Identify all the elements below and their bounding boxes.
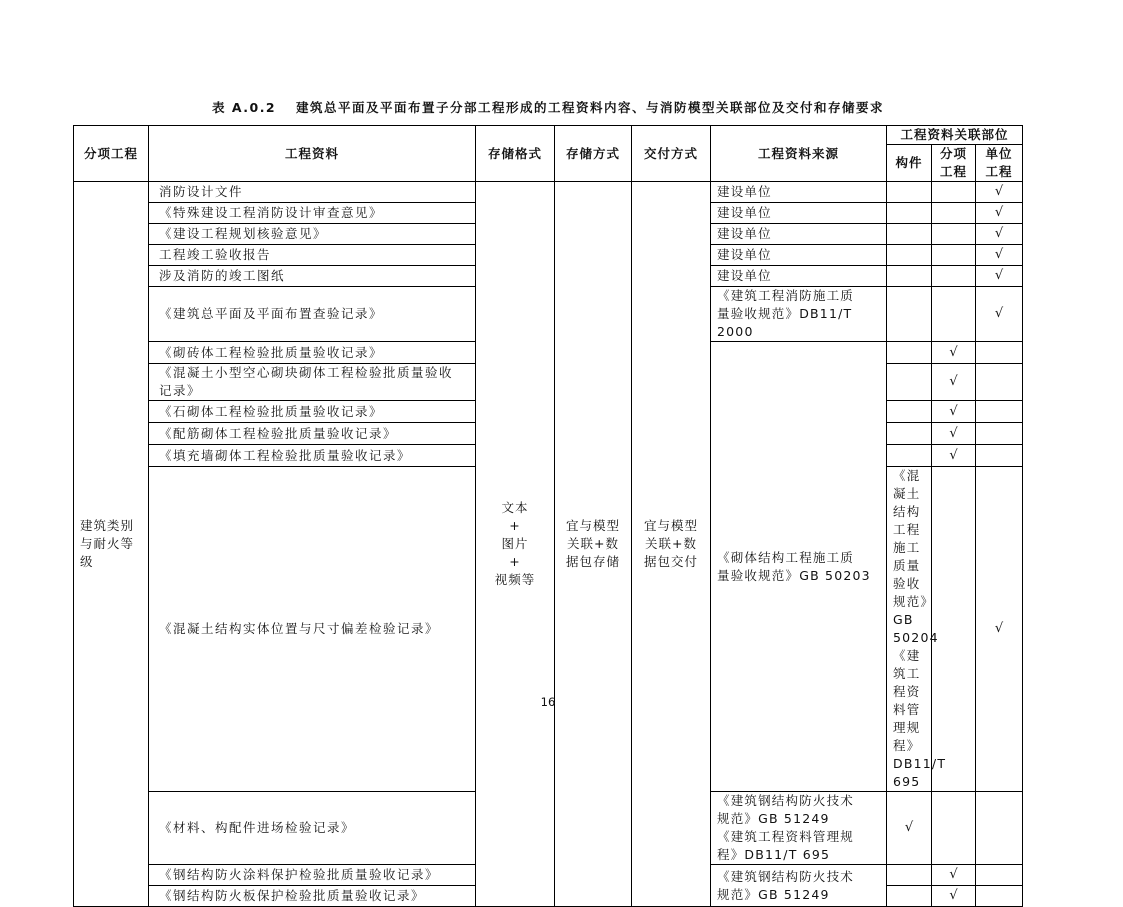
table-row-doc: 涉及消防的竣工图纸: [149, 266, 476, 287]
unit-mark: [976, 886, 1023, 907]
component-mark: [887, 364, 932, 401]
subitem-mark: √: [932, 364, 976, 401]
subitem-mark: √: [932, 865, 976, 886]
table-row-source: 建设单位: [711, 245, 887, 266]
subitem-mark: [932, 245, 976, 266]
storage-method-cell: 宜与模型 关联+数 据包存储: [555, 182, 632, 907]
category-cell: 建筑类别 与耐火等 级: [74, 182, 149, 907]
subitem-mark: √: [932, 342, 976, 364]
table-row-source: 《建筑工程消防施工质 量验收规范》DB11/T 2000: [711, 287, 887, 342]
component-mark: [887, 224, 932, 245]
delivery-method-cell: 宜与模型 关联+数 据包交付: [632, 182, 711, 907]
header-subitem-project: 分项 工程: [932, 145, 976, 182]
table-row-doc: 《钢结构防火板保护检验批质量验收记录》: [149, 886, 476, 907]
header-storage-method: 存储方式: [555, 126, 632, 182]
component-mark: [887, 865, 932, 886]
table-row-doc: 《材料、构配件进场检验记录》: [149, 792, 476, 865]
header-subitem: 分项工程: [74, 126, 149, 182]
table-title: 表 A.0.2 建筑总平面及平面布置子分部工程形成的工程资料内容、与消防模型关联部位及交付和存储要求: [211, 100, 884, 115]
table-row-doc: 《砌砖体工程检验批质量验收记录》: [149, 342, 476, 364]
header-component: 构件: [887, 145, 932, 182]
table-row-doc: 《石砌体工程检验批质量验收记录》: [149, 401, 476, 423]
table-row-source: 建设单位: [711, 203, 887, 224]
unit-mark: √: [976, 203, 1023, 224]
unit-mark: √: [976, 266, 1023, 287]
component-mark: [887, 266, 932, 287]
subitem-mark: [932, 792, 976, 865]
unit-mark: [976, 423, 1023, 445]
subitem-mark: √: [932, 445, 976, 467]
subitem-mark: [932, 287, 976, 342]
subitem-mark: √: [932, 886, 976, 907]
subitem-mark: [932, 224, 976, 245]
unit-mark: [976, 342, 1023, 364]
table-row-doc: 《混凝土结构实体位置与尺寸偏差检验记录》: [149, 467, 476, 792]
header-materials: 工程资料: [149, 126, 476, 182]
subitem-mark: [932, 266, 976, 287]
materials-table: [73, 125, 1023, 907]
storage-format-cell: 文本 + 图片 + 视频等: [476, 182, 555, 907]
table-row-source: 《砌体结构工程施工质 量验收规范》GB 50203: [711, 342, 887, 792]
header-unit-project: 单位 工程: [976, 145, 1023, 182]
table-row-doc: 消防设计文件: [149, 182, 476, 203]
unit-mark: [976, 364, 1023, 401]
subitem-mark: √: [976, 467, 1023, 792]
component-mark: [887, 423, 932, 445]
page-number: 16: [540, 695, 556, 709]
subitem-mark: [932, 203, 976, 224]
component-mark: [932, 467, 976, 792]
subitem-mark: √: [932, 423, 976, 445]
table-row-doc: 《填充墙砌体工程检验批质量验收记录》: [149, 445, 476, 467]
table-row-source: 《混凝土结构工程施工 质量验收规范》GB 50204 《建筑工程资料管理规 程》DB11/T 695: [887, 467, 932, 792]
table-row-doc: 《特殊建设工程消防设计审查意见》: [149, 203, 476, 224]
table-row-doc: 《建筑总平面及平面布置查验记录》: [149, 287, 476, 342]
header-source: 工程资料来源: [711, 126, 887, 182]
header-related-parts: 工程资料关联部位: [887, 126, 1023, 145]
table-row-doc: 工程竣工验收报告: [149, 245, 476, 266]
component-mark: [887, 182, 932, 203]
component-mark: [887, 245, 932, 266]
component-mark: [887, 445, 932, 467]
subitem-mark: [932, 182, 976, 203]
component-mark: [887, 203, 932, 224]
component-mark: [887, 342, 932, 364]
component-mark: [887, 401, 932, 423]
unit-mark: √: [976, 245, 1023, 266]
table-row-source: 《建筑钢结构防火技术 规范》GB 51249 《建筑工程资料管理规 程》DB11/T 695: [711, 792, 887, 865]
unit-mark: [976, 865, 1023, 886]
table-row-doc: 《建设工程规划核验意见》: [149, 224, 476, 245]
component-mark: [887, 886, 932, 907]
unit-mark: [976, 401, 1023, 423]
header-delivery-method: 交付方式: [632, 126, 711, 182]
subitem-mark: √: [932, 401, 976, 423]
unit-mark: [976, 445, 1023, 467]
table-row-doc: 《配筋砌体工程检验批质量验收记录》: [149, 423, 476, 445]
component-mark: √: [887, 792, 932, 865]
table-row-source: 建设单位: [711, 266, 887, 287]
header-storage-format: 存储格式: [476, 126, 555, 182]
unit-mark: [976, 792, 1023, 865]
unit-mark: √: [976, 287, 1023, 342]
table-row-source: 《建筑钢结构防火技术 规范》GB 51249: [711, 865, 887, 907]
table-row-source: 建设单位: [711, 182, 887, 203]
table-row-doc: 《混凝土小型空心砌块砌体工程检验批质量验收 记录》: [149, 364, 476, 401]
table-row-source: 建设单位: [711, 224, 887, 245]
component-mark: [887, 287, 932, 342]
unit-mark: √: [976, 182, 1023, 203]
unit-mark: √: [976, 224, 1023, 245]
table-row-doc: 《钢结构防火涂料保护检验批质量验收记录》: [149, 865, 476, 886]
